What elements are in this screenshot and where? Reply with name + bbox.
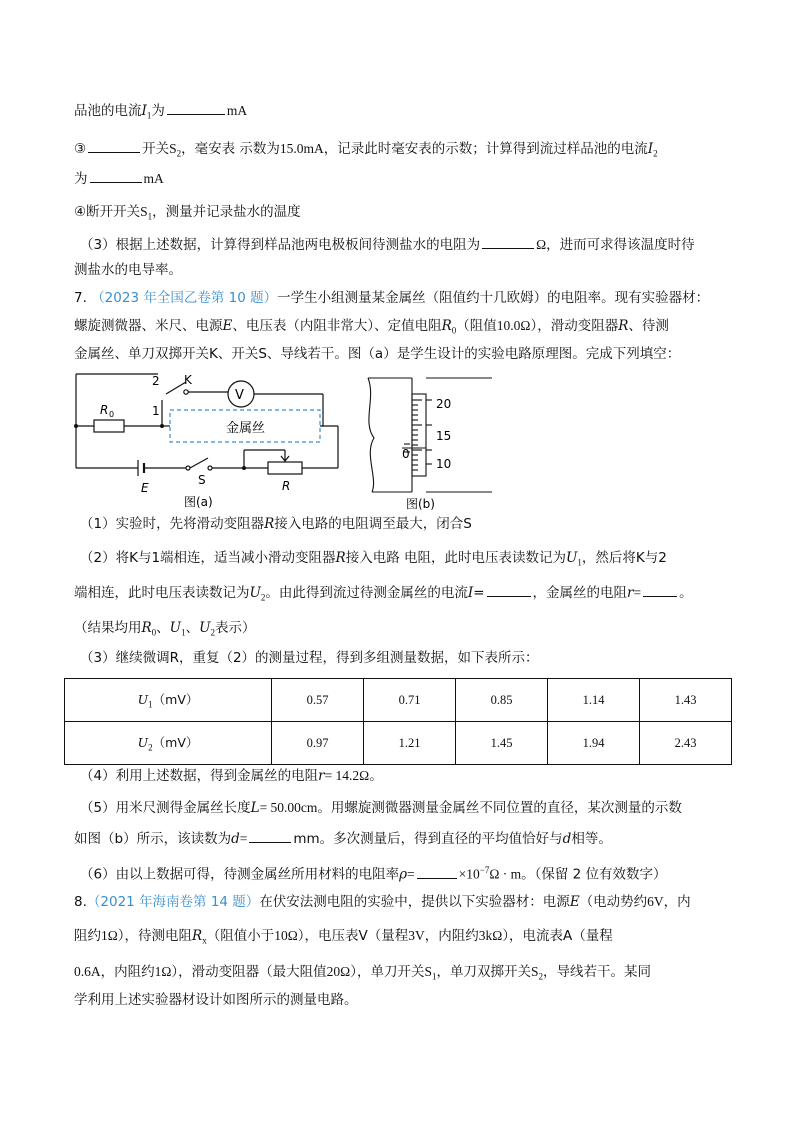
text: = [407, 866, 415, 882]
scale-20: 20 [436, 397, 452, 411]
sub: 2 [176, 148, 182, 159]
text: （阻值小于 [206, 928, 275, 944]
text: （2）将K与1端相连，适当减小滑动变阻器 [80, 550, 336, 566]
text: = [633, 585, 642, 600]
text: ，测量并记录盐水的温度 [152, 204, 301, 220]
table-cell: 0.97 [272, 722, 364, 765]
q7-step-3 [80, 648, 539, 668]
label-K: K [184, 373, 192, 387]
text: ），电压表V（量程 [297, 928, 409, 944]
var-d: d [231, 831, 240, 847]
var-R: R [335, 550, 346, 566]
var-r: r [627, 585, 634, 601]
text: ，内阻约 [424, 928, 479, 944]
text: （电动势约 [579, 894, 648, 910]
text: （1）实验时，先将滑动变阻器 [80, 516, 265, 532]
text: 、电压表（内阻非常大）、定值电阻 [232, 318, 442, 334]
text: （结果均用 [74, 620, 142, 636]
sub: 1 [181, 627, 186, 638]
table-cell: 1.45 [456, 722, 548, 765]
q6-line-2 [74, 138, 658, 164]
text: 品池的电流 [74, 103, 142, 119]
text: 为 [151, 103, 165, 119]
value: 20Ω [326, 964, 351, 979]
label-S: S [198, 473, 206, 487]
value: = 14.2Ω [324, 768, 370, 783]
var-S1: S [140, 204, 148, 219]
text: 。 [369, 768, 383, 784]
value: 10Ω [274, 928, 298, 943]
text: ×10 [458, 866, 480, 882]
sub: 1 [577, 557, 582, 568]
text: mm。多次测量后，得到直径的平均值恰好与 [293, 831, 563, 847]
label-pos2: 2 [152, 374, 160, 388]
value: 0.6A [74, 964, 101, 979]
text: 一学生小组测量某金属丝（阻值约十几欧姆）的电阻率。现有实验器材： [277, 290, 710, 306]
q8-line-4 [74, 990, 358, 1010]
var-r: r [318, 768, 325, 784]
table-cell: 1.94 [548, 722, 640, 765]
text: （3）继续微调R，重复（2）的测量过程，得到多组测量数据，如下表所示： [80, 650, 539, 666]
text: ，毫安表 示数为 [181, 141, 280, 157]
q6-line-5 [80, 234, 695, 255]
value: 3kΩ [478, 928, 503, 943]
var-U1: U [566, 550, 578, 566]
answer-blank[interactable] [167, 100, 225, 115]
text: 螺旋测微器、米尺、电源 [74, 318, 223, 334]
q6-line-3 [74, 168, 164, 189]
text: ④断开开关 [74, 204, 141, 220]
text: 相等。 [571, 831, 612, 847]
scale-15: 15 [436, 429, 452, 443]
var-S2: S [169, 141, 177, 156]
q6-line-6 [74, 260, 182, 280]
q7-step-2 [80, 548, 667, 573]
label-pos1: 1 [152, 404, 160, 418]
text: 金属丝、单刀双掷开关K、开关S、导线若干。图（a）是学生设计的实验电路原理图。完成下列填空： [74, 346, 681, 362]
scale-10: 10 [436, 457, 452, 471]
text: ，然后将K与2 [581, 550, 667, 566]
answer-blank[interactable] [249, 828, 291, 843]
text: （阻值 [456, 318, 497, 334]
answer-blank[interactable] [417, 864, 457, 879]
q7-step-4 [80, 766, 383, 786]
scale-0: 0 [402, 447, 410, 461]
table-cell: 1.14 [548, 679, 640, 722]
value: 1Ω [154, 964, 172, 979]
var-U2: U [199, 620, 211, 636]
text: 。 [679, 585, 693, 601]
var-R: R [264, 516, 275, 532]
text: 接入电路 电阻，此时电压表读数记为 [345, 550, 566, 566]
sub: 2 [148, 742, 153, 753]
sub: 2 [653, 148, 658, 159]
text: 为 [74, 171, 88, 187]
text: （3）根据上述数据，计算得到样品池两电极板间待测盐水的电阻为 [80, 237, 481, 253]
sub: 1 [147, 211, 153, 222]
table-cell: 1.21 [364, 722, 456, 765]
q8-line-1 [74, 892, 691, 912]
sub: 0 [151, 627, 157, 638]
text: （4）利用上述数据，得到金属丝的电阻 [80, 768, 319, 784]
sub: 0 [451, 325, 457, 336]
var-U2: U [249, 585, 261, 601]
value: 1Ω [101, 928, 118, 943]
text: ，导线若干。某同 [543, 964, 651, 980]
answer-blank[interactable] [487, 582, 531, 597]
q7-line-1 [74, 288, 709, 308]
var-E: E [569, 894, 580, 910]
var-d: d [562, 831, 572, 847]
unit: （mV） [152, 735, 199, 751]
text: ），电流表A（量程 [502, 928, 613, 944]
var-U1: U [137, 692, 149, 708]
unit: Ω · m [489, 866, 522, 882]
sub: 2 [210, 627, 215, 638]
text: 开关 [142, 141, 170, 157]
sub: x [202, 935, 207, 946]
label-E: E [141, 481, 149, 495]
caption-b: 图(b) [406, 497, 435, 511]
circuit-diagram-a [68, 370, 358, 510]
text: ），滑动变阻器（最大阻值 [171, 964, 327, 980]
answer-blank[interactable] [90, 168, 142, 183]
table-row-header [65, 679, 272, 722]
caption-a: 图(a) [184, 495, 213, 509]
value: 6V [647, 894, 664, 909]
text: （6）由以上数据可得，待测金属丝所用材料的电阻率 [80, 866, 400, 883]
text: ，内 [663, 894, 691, 910]
table-cell: 0.71 [364, 679, 456, 722]
value: 10.0Ω [496, 318, 531, 333]
exponent: −7 [479, 865, 490, 875]
text: 测盐水的电导率。 [74, 262, 182, 278]
text: ，内阻约 [100, 964, 155, 980]
text: 。（保留 2 位有效数字） [521, 866, 667, 883]
text: 阻约 [74, 928, 101, 944]
sub: 2 [538, 971, 543, 982]
label-R: R [282, 479, 291, 493]
var-U2: U [137, 735, 149, 751]
text: 、 [185, 620, 200, 636]
text: 。用螺旋测微器测量金属丝不同位置的直径，某次测量的示数 [317, 800, 682, 816]
q7-step-6 [80, 860, 667, 885]
answer-blank[interactable] [643, 582, 677, 597]
question-number: 7. [74, 290, 87, 306]
var-R0: R [141, 620, 152, 636]
table-cell: 2.43 [640, 722, 732, 765]
question-source: （2023 年全国乙卷第 10 题） [91, 290, 278, 306]
table-cell: 1.43 [640, 679, 732, 722]
text: 。由此得到流过待测金属丝的电流 [265, 585, 468, 601]
question-number: 8. [74, 894, 87, 910]
answer-blank[interactable] [482, 234, 534, 249]
q7-step-5 [80, 798, 682, 818]
var-I1: I [141, 103, 147, 119]
q8-line-3 [74, 962, 651, 987]
micrometer-diagram-b [366, 374, 498, 512]
sub: 1 [148, 699, 153, 710]
text: 表示） [214, 620, 256, 636]
unit: Ω [536, 237, 547, 252]
label-R0: R [100, 403, 109, 417]
q6-line-1 [74, 100, 247, 126]
table-row-header [65, 722, 272, 765]
var-R0: R [441, 318, 452, 334]
unit: mA [143, 171, 164, 186]
q7-line-2 [74, 316, 669, 341]
label-R0-sub: 0 [109, 410, 115, 419]
value: 3V [408, 928, 425, 943]
var-S1: S [424, 964, 432, 979]
text: 接入电路的电阻调至最大，闭合S [274, 516, 472, 532]
var-Rx: R [192, 928, 203, 944]
data-table [64, 678, 732, 765]
text: ③ [74, 141, 87, 157]
unit: mA [226, 103, 248, 118]
text: （5）用米尺测得金属丝长度 [80, 800, 251, 816]
var-I: I [467, 585, 474, 601]
text: ），单刀开关 [350, 964, 425, 980]
value: = 50.00cm [259, 800, 318, 815]
text: 、 [156, 620, 170, 636]
var-S2: S [530, 964, 539, 979]
var-R: R [618, 318, 629, 334]
var-E: E [222, 318, 233, 334]
q7-step-1 [80, 514, 472, 534]
text: ），待测电阻 [117, 928, 193, 944]
q8-line-2 [74, 926, 613, 951]
sub: 2 [260, 592, 266, 603]
text: = [473, 585, 485, 601]
table-row [65, 722, 732, 765]
unit: （mV） [152, 692, 199, 708]
voltmeter-label: V [235, 388, 244, 403]
table-cell: 0.57 [272, 679, 364, 722]
text: 学利用上述实验器材设计如图所示的测量电路。 [74, 992, 358, 1008]
label-wire: 金属丝 [226, 421, 266, 436]
table-row [65, 679, 732, 722]
q7-step-2b [74, 582, 693, 608]
text: ，金属丝的电阻 [532, 585, 628, 601]
sub: 1 [146, 110, 152, 121]
q6-line-4 [74, 202, 301, 227]
text: ，记录此时毫安表的示数；计算得到流过样品池的电流 [323, 141, 648, 157]
text: ），滑动变阻器 [530, 318, 619, 334]
text: 、待测 [628, 318, 669, 334]
question-source: （2021 年海南卷第 14 题） [86, 894, 260, 910]
text: = [239, 831, 248, 846]
var-U1: U [169, 620, 182, 636]
q7-step-5b [74, 828, 612, 849]
var-rho: ρ [399, 866, 408, 883]
q7-line-3 [74, 344, 680, 364]
text: ，单刀双掷开关 [436, 964, 531, 980]
var-I2: I [647, 141, 654, 157]
table-cell: 0.85 [456, 679, 548, 722]
text: 如图（b）所示，该读数为 [74, 831, 232, 847]
answer-blank[interactable] [88, 138, 140, 153]
var-L: L [250, 800, 260, 816]
text: 端相连，此时电压表读数记为 [74, 585, 250, 601]
text: ，进而可求得该温度时待 [546, 237, 695, 253]
text: 在伏安法测电阻的实验中，提供以下实验器材：电源 [259, 894, 570, 910]
value: 15.0mA [279, 141, 324, 156]
q7-step-2c [74, 618, 255, 643]
sub: 1 [431, 971, 437, 982]
